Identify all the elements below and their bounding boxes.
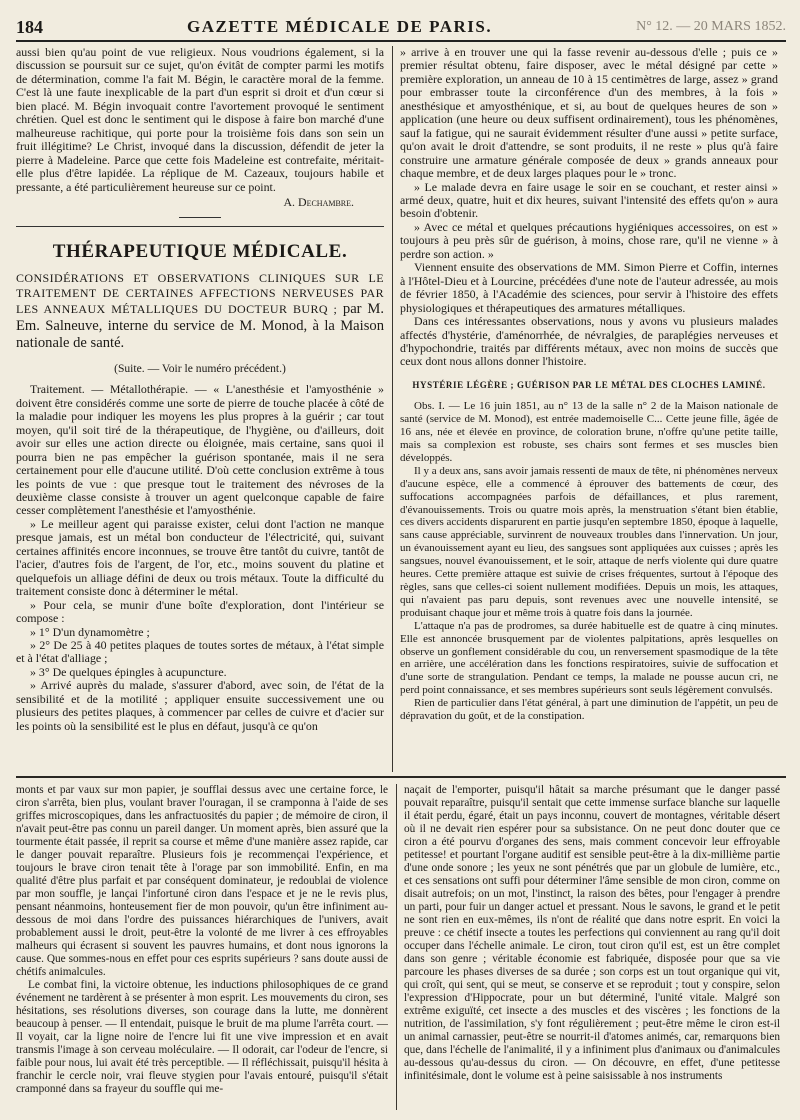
list-item: » 2° De 25 à 40 petites plaques de toutes sortes de métaux, à l'état simple et à l'état d'alliage ; — [16, 637, 384, 666]
feuilleton-rule — [16, 776, 786, 778]
running-head — [16, 16, 786, 38]
body-paragraph: » Arrivé auprès du malade, s'assurer d'abord, avec soin, de l'état de la sensibilité et de la motilité ; appliquer ensuite successivement une ou plusieurs des petites plaques, à commencer par celles de cuivre et d'acier sur les points où la sensibilité est le plus en défaut, jusqu'à ce qu'on — [16, 678, 384, 733]
journal-title: GAZETTE MÉDICALE DE PARIS. — [187, 17, 493, 36]
body-paragraph: Traitement. — Métallothérapie. — « L'anesthésie et l'amyosthénie » doivent être considérés comme une sorte de pierre de touche placée à côté de la maladie pour indiquer les moyens les plus propres à la guérir ; car tout moyen, qu'il soit tiré de la thérapeutique, de l'hygiène, ou d'ailleurs, doit avoir sur elles une action directe ou éloignée, mais certaine, sans quoi il pourra bien ne pas empêcher la guérison spontanée, mais il ne sera certainement pour elle d'aucune utilité. D'où cette conclusion extrême à tous les points de vue : que presque tout le traitement des névroses de la deuxième classe consiste à trouver un agent quelconque capable de faire cesser complètement l'anesthésie et l'amyosthénie. — [16, 382, 384, 518]
column-rule — [392, 46, 393, 772]
divider — [16, 226, 384, 227]
feuilleton-right — [404, 784, 780, 1110]
header-rule — [16, 40, 786, 42]
observation-subheading: HYSTÉRIE LÉGÈRE ; GUÉRISON PAR LE MÉTAL DES CLOCHES LAMINÉ. — [412, 379, 766, 390]
body-paragraph: » Le malade devra en faire usage le soir en se couchant, et rester ainsi » armé deux, quatre, huit et dix heures, suivant l'intensité des effets qu'on » aura besoin d'obtenir. — [400, 179, 778, 221]
right-column — [400, 46, 778, 774]
body-paragraph: » Pour cela, se munir d'une boîte d'exploration, dont l'intérieur se compose : — [16, 597, 384, 626]
feuilleton-paragraph: Le combat fini, la victoire obtenue, les inductions philosophiques de ce grand événement ne tardèrent à se présenter à mon esprit. Les mouvements du ciron, ses hésitations, ses résolutions diverses, son courage dans la lutte, me donnèrent beaucoup à penser. — Il entendait, puisque le bruit de ma plume l'arrêta court. — Il voyait, car la ligne noire de l'encre lui fit une vive impression et en avait transmis l'image à son cerveau moléculaire. — Il odorait, car l'odeur de l'encre, si faible pour nous, lui avait été très perceptible. — Il réfléchissait, puisqu'il hésita à franchir le cercle noir, vrai fleuve stygien pour l'avais entouré, puisqu'il s'était cramponné dans sa frayeur du souffle qui me- — [16, 979, 388, 1095]
body-paragraph: » Le meilleur agent qui paraisse exister, celui dont l'action ne manque presque jamais, est un métal bon conducteur de l'électricité, qui, suivant certaines affinités encore inconnues, se trouve être tantôt du cuivre, tantôt de l'acier, d'autres fois de l'argent, de l'or, etc., moins souvent du platine et quelquefois un alliage défini de deux ou trois métaux. Toute la difficulté du traitement consiste donc à déterminer le métal. — [16, 516, 384, 599]
feuilleton-left — [16, 784, 388, 1110]
page-number: 184 — [16, 16, 43, 37]
feuilleton-paragraph: naçait de l'emporter, puisqu'il hâtait sa marche présumant que le danger passé pouvait reparaître, puisqu'il sentait que cette immense surface blanche sur laquelle il était perdu, égaré, était un pays inconnu, couvert de montagnes, véritable désert où il ne devait rien espérer pour sa subsistance. On ne peut donc douter que ce ciron a été pourvu d'organes des sens, mais comment concevoir leur effroyable petitesse! et pourtant l'organe auditif est sensible peut-être à la dix-millième partie d'une onde sonore ; les yeux ne sont pénétrés que par un globule de lumière, etc., et ces sensations ont suffi pour déterminer l'âme sensible de mon ciron, comme on disait autrefois; on un mot, l'instinct, la raison des bêtes, pour l'engager à prendre un parti, pour fuir un danger actuel et pressant. Nous le savons, le grand et le petit ne sont rien en eux-mêmes, ils n'ont de réalité que dans notre esprit. En voici la preuve : ce chétif insecte a toutes les perfections qui conviennent au rang qu'il doit occuper dans l'échelle animale. Le ciron, tout ciron qu'il est, est un être complet dans son genre ; véritable économie est fabriquée, disposée pour que sa vie parcoure les phases diverses de sa durée ; son corps est un tout organique qui vit, qui croît, qui sent, qui se meut, se conserve et se reproduit ; tout y conspire, selon l'expression d'Hippocrate, pour un but déterminé, l'unité vitale. Malgré son extrême exiguïté, cet insecte a des muscles et des viscères ; les fonctions de la nutrition, de l'assimilation, s'y font régulièrement ; peut-être même le ciron est-il un animal carnassier, peut-être se nourrit-il d'atomes animés, car, remarquons bien que, dans l'échelle de l'animalité, il y a infiniment plus d'animaux ou d'animalcules au-dessous qu'au-dessus du ciron. — On découvre, en effet, d'une petitesse infinitésimale, dont le volume est à peine saisissable à nos instruments — [404, 784, 780, 1082]
list-item: » 1° D'un dynamomètre ; — [30, 624, 150, 639]
article-author: par M. Em. Salneuve, interne du service de M. Monod, à la Maison nationale de santé. — [16, 300, 384, 351]
article-title-text: CONSIDÉRATIONS ET OBSERVATIONS CLINIQUES SUR LE TRAITEMENT DE CERTAINES AFFECTIONS NERVEUSES PAR LES ANNEAUX MÉTALLIQUES DU DOCTEUR BURQ ; — [16, 270, 384, 316]
observation-paragraph: L'attaque n'a pas de prodromes, sa durée habituelle est de quatre à cinq minutes. Elle est annoncée brusquement par de violentes palpitations, après lesquelles on observe un gonflement considérable du cou, un renversement spasmodique de la tête en arrière, une accélération dans les fonctions respiratoires, suivie de suffocation et d'une sorte de strangulation. Pendant ce temps, la malade ne pousse aucun cri, ne perd point connaissance, et ses membres supérieurs sont seuls légèrement convulsés. — [400, 619, 778, 697]
observation-paragraph: Il y a deux ans, sans avoir jamais ressenti de maux de tête, ni phénomènes nerveux d'aucune espèce, elle a commencé à éprouver des battements de cœur, des suffocations accompagnées parfois de défaillances, et plus rarement, d'évanouissements. Trois ou quatre mois après, la menstruation s'étant bien établie, ces divers accidents disparurent en partie jusqu'en septembre 1850, époque à laquelle, sans cause appréciable, survinrent de nouveaux troubles dans l'innervation. Un jour, un évanouissement ayant eu lieu, des sangsues sont appliquées aux cuisses ; après les sangsues, nouvel évanouissement, et le soir, attaque de nerfs violente qui dure quatre heures. Cette première attaque est suivie de crises fréquentes, surtout à l'époque des règles, sans que celles-ci soient nullement modifiées. Depuis un mois, les attaques, qui n'avaient pas paru depuis, sont revenues avec une nouvelle intensité, se produisant chaque jour et même trois à quatre fois dans la journée. — [400, 464, 778, 619]
observation-paragraph: Obs. I. — Le 16 juin 1851, au n° 13 de la salle n° 2 de la Maison nationale de santé (service de M. Monod), est entrée mademoiselle C... Cette jeune fille, âgée de 16 ans, née et élevée en province, de coloration brune, n'offre qu'une petite taille, mais sa complexion est robuste, ses chairs sont fermes et ses muscles bien développés. — [400, 400, 778, 464]
issue-info: N° 12. — 20 MARS 1852. — [636, 19, 786, 34]
body-paragraph: » arrive à en trouver une qui la fasse revenir au-dessous d'elle ; puis ce » premier résultat obtenu, faire disposer, avec le métal désigné par cette » première exploration, un anneau de 10 à 15 centimètres de large, assez » grand pour embrasser toute la circonférence d'un des membres, à la fois » anesthésique et amyosthénique, et si, au bout de quelques heures de son » application (une heure ou deux suffisent ordinairement), tous les phénomènes, sauf la fatigue, qui ne saurait évidemment résulter d'une aussi » petite surface, qu'on avait le droit d'attendre, se sont produits, il ne reste » plus qu'à faire construire une armature générale composée de deux » grands anneaux pour chaque membre, et de deux larges plaques pour le » tronc. — [400, 46, 778, 181]
suite-note: (Suite. — Voir le numéro précédent.) — [114, 361, 286, 375]
signature: A. Dechambre. — [283, 194, 354, 209]
list-item: » 3° De quelques épingles à acupuncture. — [30, 664, 227, 679]
left-column — [16, 46, 384, 774]
observation-paragraph: Rien de particulier dans l'état général, à part une diminution de l'appétit, un peu de dépravation du goût, et de la constipation. — [400, 697, 778, 723]
feuilleton-paragraph: monts et par vaux sur mon papier, je soufflai dessus avec une certaine force, le ciron s'arrêta, bien plus, voulant braver l'ouragan, il se cramponna à l'aide de ses griffes microscopiques, dans les anfractuosités du papier ; de mémoire de ciron, il n'avait peut-être pas connu un pareil danger. Un moment après, bien assuré que la tourmente était passée, il reprit sa course et même d'une manière assez rapide, car le danger pouvait reparaître. Plusieurs fois je recommençai l'expérience, et toujours le brave ciron tenait tête à l'orage par son immobilité. Enfin, en ma qualité d'être plus parfait et par conséquent dominateur, je redoublai de violence par mon souffle, je lançai l'infortuné ciron dans l'espace et je ne le revis plus, pensant néanmoins, honteusement fier de mon pouvoir, qu'un être infiniment au-dessous de moi dans l'ordre des puissances hiérarchiques de l'univers, avait probablement aussi le droit, peut-être la volonté de me livrer à ces effroyables malheurs qui écrasent si souvent les pauvres humains, et dont nous ignorons la cause. Que sommes-nous en effet pour ces esprits supérieurs ? sans doute aussi de chétifs animalcules. — [16, 784, 388, 978]
section-title: THÉRAPEUTIQUE MÉDICALE. — [52, 241, 348, 263]
body-paragraph: Viennent ensuite des observations de MM. Simon Pierre et Coffin, internes à l'Hôtel-Dieu et à Lourcine, précédées d'une note de l'auteur adressée, au mois de février 1850, à l'Académie des sciences, pour servir à l'histoire des effets physiologiques et thérapeutiques des armatures métalliques. — [400, 260, 778, 315]
body-paragraph: » Avec ce métal et quelques précautions hygiéniques accessoires, on est » toujours à peu près sûr de guérison, à moins, chose rare, qu'il ne vienne » à perdre son action. » — [400, 219, 778, 261]
divider — [179, 217, 221, 218]
article-title — [16, 271, 384, 352]
intro-paragraph: aussi bien qu'au point de vue religieux. Nous voudrions également, si la discussion se poursuit sur ce sujet, qu'on évitât de compter parmi les motifs de détermination, comme l'a fait M. Bégin, le caractère moral de la femme. C'est là une faute inexplicable de la part d'un esprit si droit et d'un cœur si bien placé. M. Bégin invoquait contre l'avortement provoqué le sentiment chrétien. Quel est donc le sentiment qui le dispose à faire bon marché d'une malheureuse rachitique, qui porte pour la troisième fois dans son sein un fruit illégitime? Le Christ, invoqué dans la discussion, défendit de jeter la pierre à Madeleine. Parce que cette fois Madeleine est contrefaite, méritait-elle plus d'être lapidée. La réplique de M. Cazeaux, toujours habile et pressante, a été particulièrement heureuse sur ce point. — [16, 46, 384, 194]
column-rule — [396, 784, 397, 1110]
body-paragraph: Dans ces intéressantes observations, nous y avons vu plusieurs malades affectés d'hystérie, d'aménorrhée, de névralgies, de paraplégies nerveuses et d'hypochondrie, traités par différents métaux, avec non moins de succès que ceux dont nous allons donner l'histoire. — [400, 314, 778, 369]
